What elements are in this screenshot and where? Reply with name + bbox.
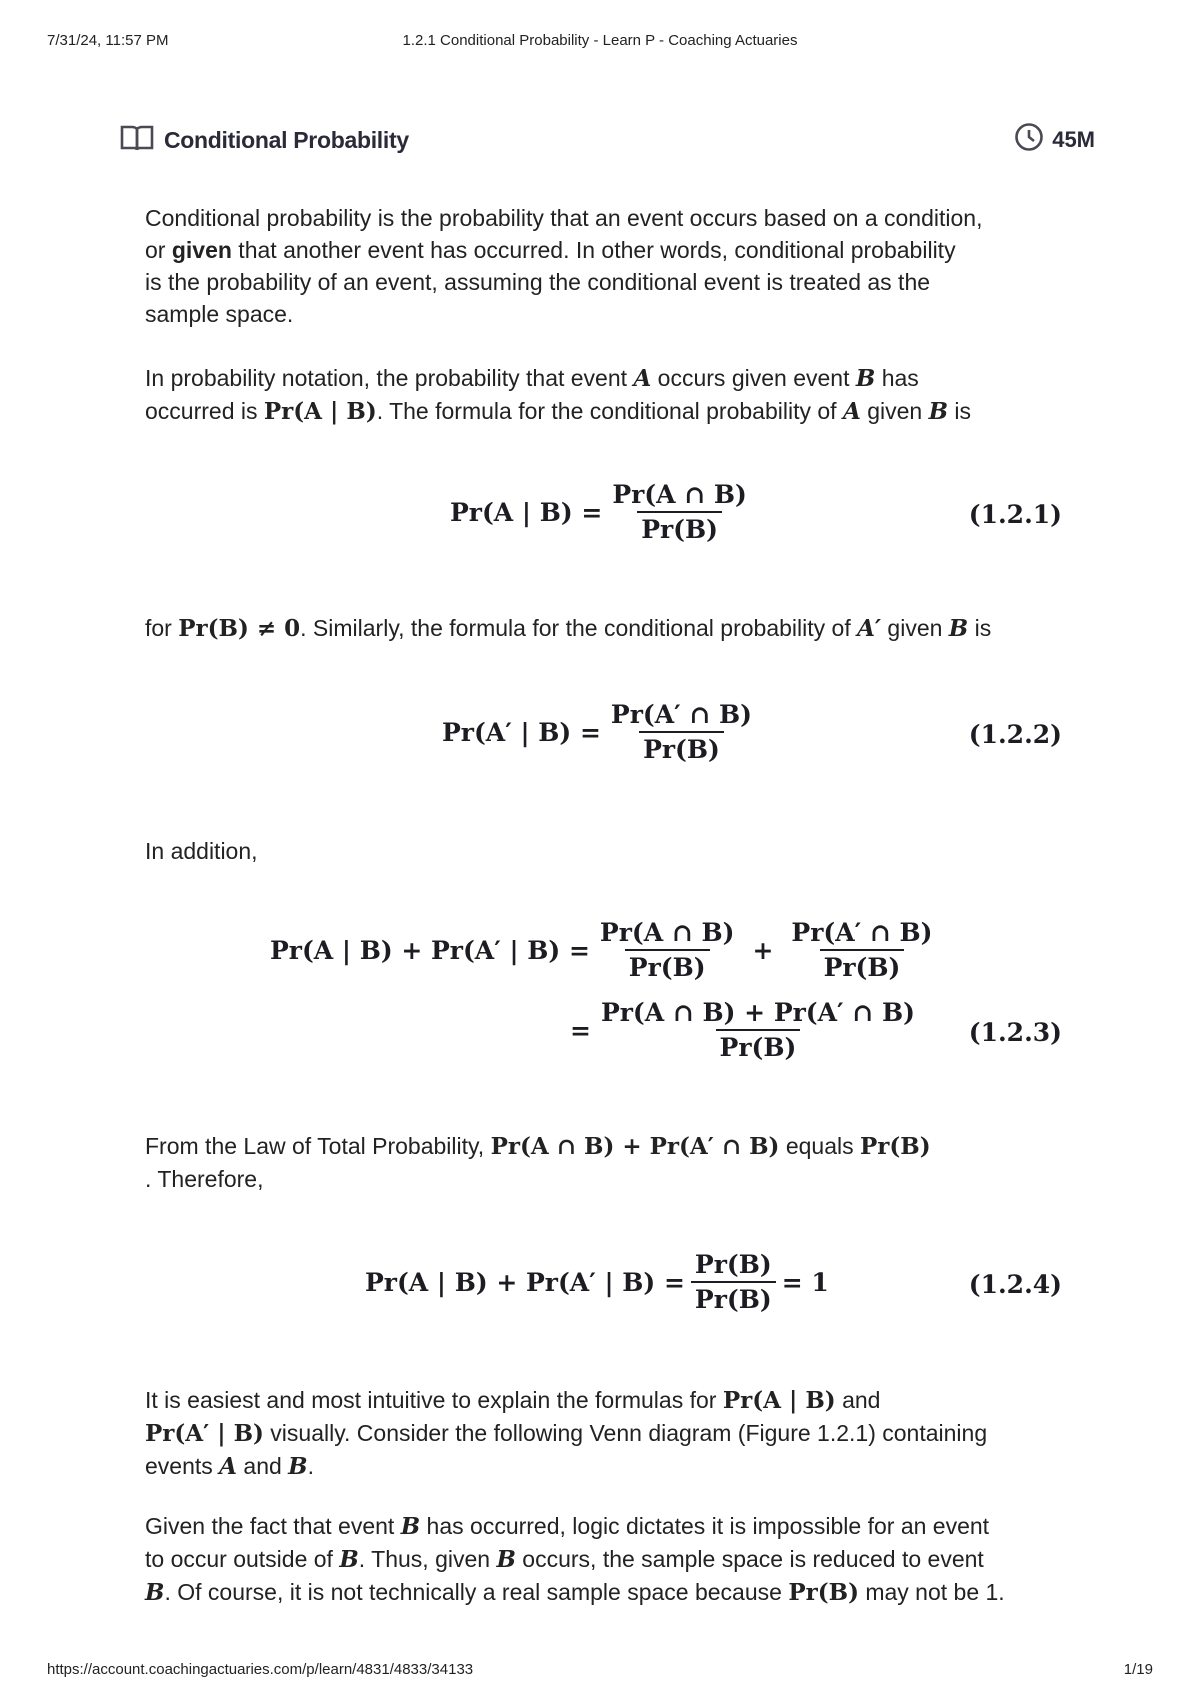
book-icon [120,122,154,158]
paragraph-1: Conditional probability is the probability that an event occurs based on a condition, or given that another event has occurred. In other words, conditional probability is the probability of an event, assuming the conditional event is treated as the sample space. [145,205,983,327]
print-footer [47,1661,1153,1678]
equation-1-2-3: Pr(A | B) + Pr(A′ | B) = $\frac{Pr(A \cap B)}{Pr(B)}$ + $\frac{Pr(A' \cap B)}{Pr(B)}$ = $\frac{Pr(A \cap B) + Pr(A' \cap B)}{Pr(B)}$ (1.2.3) [270,918,1062,1062]
equation-1-2-1: Pr(A | B) = $\frac{Pr(A \cap B)}{Pr(B)}$ (1.2.1) [450,480,1062,544]
clock-icon [1014,122,1044,158]
equation-tag: (1.2.1) [968,500,1062,529]
paragraph-6: It is easiest and most intuitive to explain the formulas for Pr(A | B) and Pr(A′ | B) visually. Consider the following Venn diagram (Figure 1.2.1) containing events A and B. [145,1387,988,1480]
lesson-header [120,120,1095,160]
paragraph-2: In probability notation, the probability that event A occurs given event B has occurred is Pr(A | B). The formula for the conditional probability of A given B is [145,365,972,425]
equation-tag: (1.2.2) [968,720,1062,749]
equation-tag: (1.2.4) [968,1270,1062,1299]
paragraph-7: Given the fact that event B has occurred, logic dictates it is impossible for an event to occur outside of B. Thus, given B occurs, the sample space is reduced to event B. Of course, it is not technically a real sample space because Pr(B) may not be 1. [145,1513,1005,1606]
print-page-title: 1.2.1 Conditional Probability - Learn P - Coaching Actuaries [402,32,798,49]
print-page-number: 1/19 [1123,1661,1153,1678]
lesson-duration-label: 45M [1052,127,1095,152]
lesson-duration [1014,122,1095,158]
paragraph-3: for Pr(B) ≠ 0. Similarly, the formula for the conditional probability of A′ given B is [145,615,992,642]
print-url[interactable]: https://account.coachingactuaries.com/p/learn/4831/4833/34133 [47,1661,474,1678]
lesson-title-group [120,122,409,158]
print-header [47,32,1153,49]
print-datetime: 7/31/24, 11:57 PM [47,32,169,49]
lesson-title: Conditional Probability [164,126,409,153]
equation-1-2-4: Pr(A | B) + Pr(A′ | B) = $\frac{Pr(B)}{Pr(B)}$ = 1 (1.2.4) [365,1250,1062,1314]
bold-given: given [171,237,232,263]
equation-tag: (1.2.3) [968,1018,1062,1047]
paragraph-5: From the Law of Total Probability, Pr(A ∩ B) + Pr(A′ ∩ B) equals Pr(B) . Therefore, [145,1133,931,1192]
equation-1-2-2: Pr(A′ | B) = $\frac{Pr(A' \cap B)}{Pr(B)}$ (1.2.2) [442,700,1062,764]
paragraph-4: In addition, [145,838,258,864]
